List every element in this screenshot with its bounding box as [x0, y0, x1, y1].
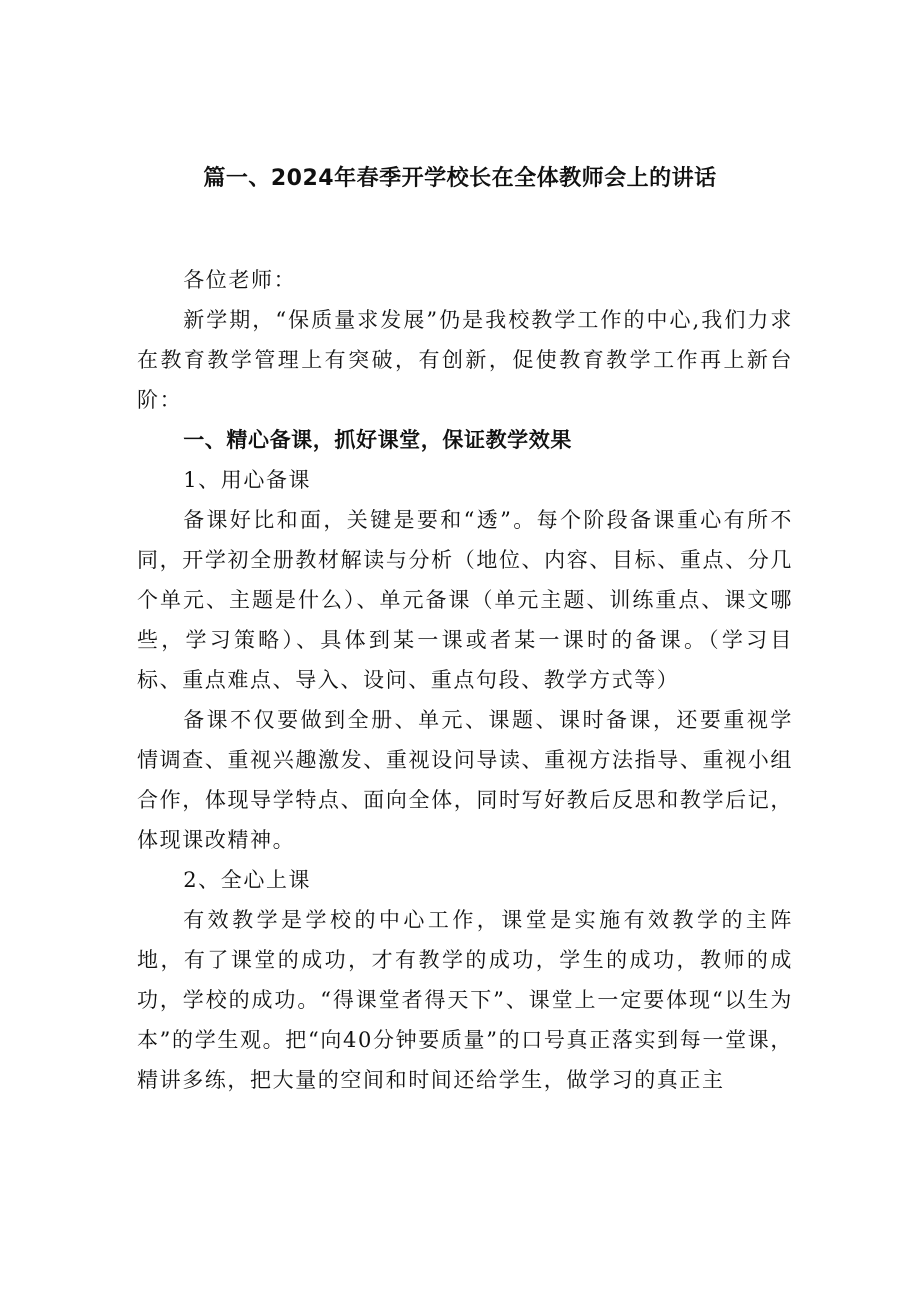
subheading-1: 1、用心备课 — [183, 468, 312, 492]
paragraph-greeting: 各位老师： — [183, 268, 297, 292]
section-heading-1: 一、精心备课，抓好课堂，保证教学效果 — [183, 428, 572, 452]
paragraph-intro: 新学期，“保质量求发展”仍是我校教学工作的中心,我们力求在教育教学管理上有突破，有创新，促使教育教学工作再上新台阶： — [137, 308, 793, 412]
document-body — [137, 260, 793, 1100]
paragraph-teaching: 有效教学是学校的中心工作，课堂是实施有效教学的主阵地，有了课堂的成功，才有教学的成功，学生的成功，教师的成功，学校的成功。“得课堂者得天下”、课堂上一定要体现“以生为本”的学生观。把“向40分钟要质量”的口号真正落实到每一堂课，精讲多练，把大量的空间和时间还给学生，做学习的真正主 — [137, 908, 793, 1092]
subheading-2: 2、全心上课 — [183, 868, 312, 892]
paragraph-lesson-prep: 备课好比和面，关键是要和“透”。每个阶段备课重心有所不同，开学初全册教材解读与分析（地位、内容、目标、重点、分几个单元、主题是什么）、单元备课（单元主题、训练重点、课文哪些，学习策略）、具体到某一课或者某一课时的备课。（学习目标、重点难点、导入、设问、重点句段、教学方式等） — [137, 508, 793, 692]
paragraph-lesson-prep-2: 备课不仅要做到全册、单元、课题、课时备课，还要重视学情调查、重视兴趣激发、重视设问导读、重视方法指导、重视小组合作，体现导学特点、面向全体，同时写好教后反思和教学后记，体现课改精神。 — [137, 708, 793, 852]
document-title: 篇一、2024年春季开学校长在全体教师会上的讲话 — [203, 166, 717, 191]
